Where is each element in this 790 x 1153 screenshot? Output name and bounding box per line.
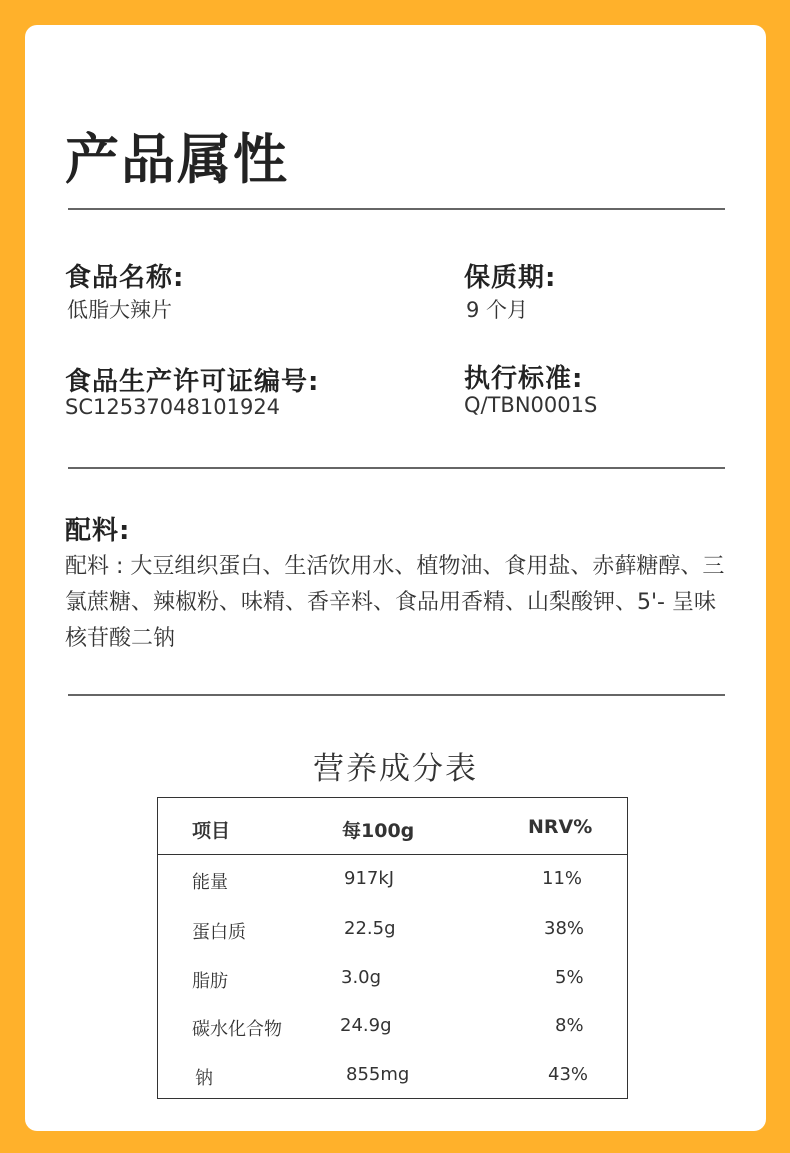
row-value: 24.9g (340, 1015, 392, 1036)
shelf-life-label: 保质期: (464, 263, 557, 293)
license-label: 食品生产许可证编号: (65, 367, 320, 397)
divider (68, 694, 725, 696)
row-value: 22.5g (344, 918, 396, 939)
row-value: 3.0g (341, 967, 382, 988)
row-nrv: 8% (555, 1015, 584, 1036)
row-value: 917kJ (344, 868, 395, 889)
row-nrv: 11% (542, 868, 583, 889)
divider (68, 208, 725, 210)
divider (68, 467, 725, 469)
row-item: 蛋白质 (192, 922, 246, 943)
header-nrv: NRV% (528, 816, 593, 838)
row-item: 脂肪 (192, 971, 228, 992)
page-title: 产品属性 (65, 128, 289, 191)
nutrition-table (157, 797, 628, 1099)
license-value: SC12537048101924 (65, 395, 281, 419)
row-nrv: 43% (548, 1064, 589, 1085)
row-nrv: 38% (544, 918, 585, 939)
ingredients-label: 配料: (65, 516, 131, 546)
shelf-life-value: 9 个月 (466, 298, 529, 322)
row-item: 碳水化合物 (192, 1019, 282, 1040)
table-header (158, 798, 627, 855)
food-name-value: 低脂大辣片 (67, 298, 172, 322)
food-name-label: 食品名称: (65, 263, 185, 293)
ingredients-text: 配料 : 大豆组织蛋白、生活饮用水、植物油、食用盐、赤藓糖醇、三氯蔗糖、辣椒粉、味精、香辛料、食品用香精、山梨酸钾、5'- 呈味核苷酸二钠 (65, 554, 725, 651)
row-item: 能量 (192, 872, 228, 893)
row-value: 855mg (346, 1064, 410, 1085)
header-per-100g: 每100g (342, 820, 415, 842)
product-attributes-card (25, 25, 766, 1131)
header-item: 项目 (192, 820, 231, 842)
standard-label: 执行标准: (464, 364, 584, 394)
row-nrv: 5% (555, 967, 584, 988)
row-item: 钠 (195, 1068, 213, 1089)
standard-value: Q/TBN0001S (464, 393, 598, 417)
nutrition-title: 营养成分表 (313, 751, 478, 787)
